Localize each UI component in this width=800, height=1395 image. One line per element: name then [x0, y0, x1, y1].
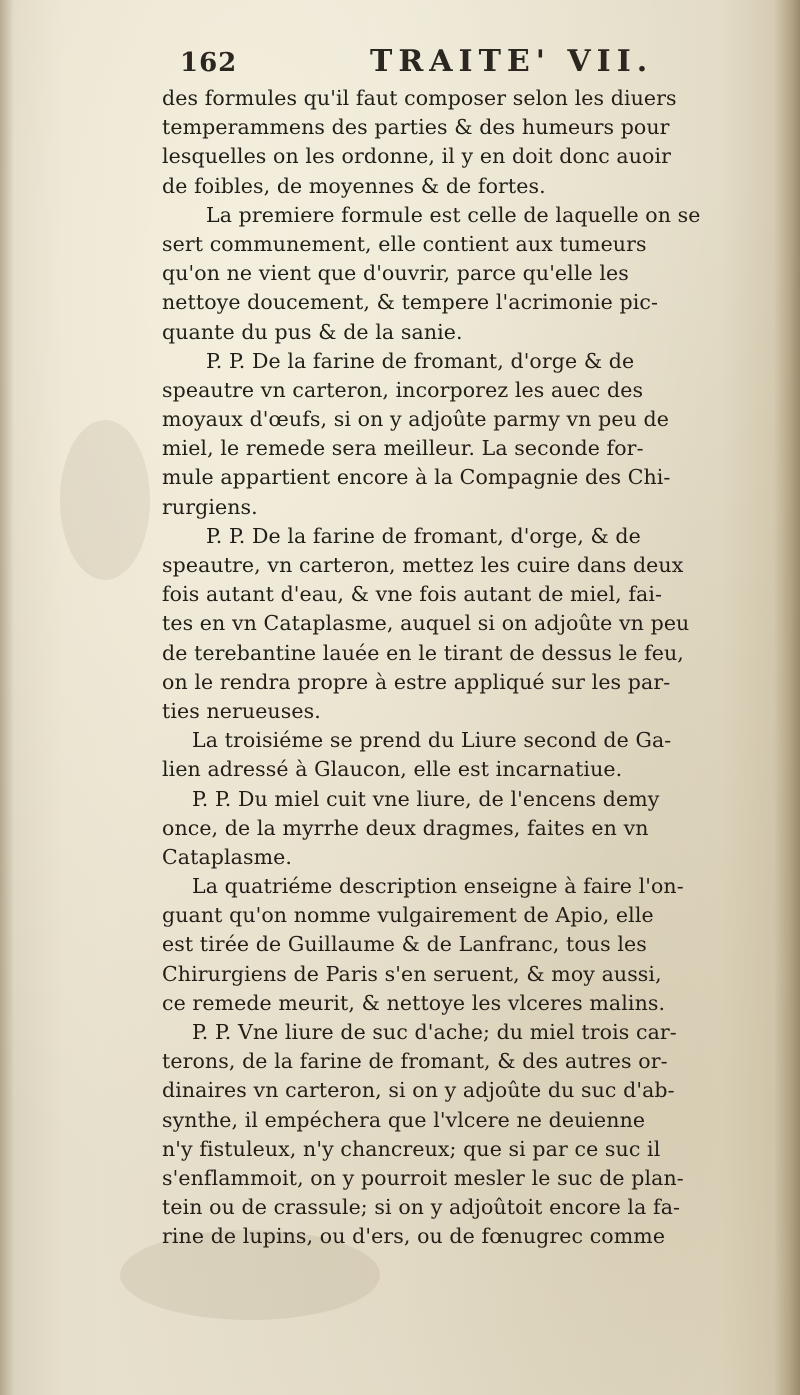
text-line: n'y fistuleux, n'y chancreux; que si par ce suc il [162, 1136, 661, 1161]
text-line: P. P. De la farine de fromant, d'orge & de [206, 348, 635, 373]
text-line: ties nerueuses. [162, 698, 321, 723]
text-line: fois autant d'eau, & vne fois autant de miel, fai- [162, 582, 663, 607]
text-line: de terebantine lauée en le tirant de dessus le feu, [162, 640, 684, 665]
text-line: once, de la myrrhe deux dragmes, faites en vn [162, 815, 649, 840]
page-left-shadow [0, 0, 14, 1395]
text-line: s'enflammoit, on y pourroit mesler le suc de plan- [162, 1165, 684, 1190]
text-line: La premiere formule est celle de laquelle on se [206, 202, 701, 227]
text-line: terons, de la farine de fromant, & des autres or- [162, 1049, 668, 1074]
text-line: guant qu'on nomme vulgairement de Apio, elle [162, 903, 654, 928]
running-head: TRAITE' VII. [370, 44, 654, 79]
page-header [174, 44, 774, 86]
paper-stain [60, 420, 150, 580]
text-line: synthe, il empéchera que l'vlcere ne deuienne [162, 1107, 646, 1132]
text-line: P. P. De la farine de fromant, d'orge, & de [206, 523, 641, 548]
text-line: temperammens des parties & des humeurs pour [162, 115, 670, 140]
text-line: qu'on ne vient que d'ouvrir, parce qu'elle les [162, 261, 629, 286]
text-line: P. P. Vne liure de suc d'ache; du miel trois car- [192, 1020, 677, 1044]
text-line: miel, le remede sera meilleur. La seconde for- [162, 436, 644, 461]
text-line: tein ou de crassule; si on y adjoûtoit encore la fa- [162, 1195, 681, 1220]
text-line: rine de lupins, ou d'ers, ou de fœnugrec comme [162, 1224, 666, 1249]
body-text [162, 84, 798, 1252]
text-line: on le rendra propre à estre appliqué sur les par- [162, 669, 671, 694]
page-number: 162 [180, 48, 238, 78]
text-line: moyaux d'œufs, si on y adjoûte parmy vn peu de [162, 407, 669, 432]
text-line: lesquelles on les ordonne, il y en doit donc auoir [162, 144, 672, 169]
text-line: speautre vn carteron, incorporez les auec des [162, 377, 644, 402]
text-line: mule appartient encore à la Compagnie des Chi- [162, 465, 671, 490]
text-line: ce remede meurit, & nettoye les vlceres malins. [162, 990, 666, 1015]
text-line: sert communement, elle contient aux tumeurs [162, 231, 647, 256]
text-line: P. P. Du miel cuit vne liure, de l'encens demy [192, 786, 660, 811]
text-line: de foibles, de moyennes & de fortes. [162, 173, 546, 198]
text-line: quante du pus & de la sanie. [162, 319, 463, 344]
text-line: lien adressé à Glaucon, elle est incarnatiue. [162, 757, 623, 782]
text-line: Cataplasme. [162, 844, 292, 869]
text-line: rurgiens. [162, 494, 258, 519]
text-line: nettoye doucement, & tempere l'acrimonie pic- [162, 290, 659, 315]
text-line: La quatriéme description enseigne à faire l'on- [192, 874, 684, 899]
text-line: dinaires vn carteron, si on y adjoûte du suc d'ab- [162, 1078, 675, 1103]
text-line: des formules qu'il faut composer selon les diuers [162, 86, 677, 110]
text-line: est tirée de Guillaume & de Lanfranc, tous les [162, 932, 647, 957]
text-line: tes en vn Cataplasme, auquel si on adjoûte vn peu [162, 611, 690, 636]
text-line: La troisiéme se prend du Liure second de Ga- [192, 728, 672, 753]
text-line: speautre, vn carteron, mettez les cuire dans deux [162, 553, 684, 577]
text-line: Chirurgiens de Paris s'en seruent, & moy aussi, [162, 961, 662, 986]
